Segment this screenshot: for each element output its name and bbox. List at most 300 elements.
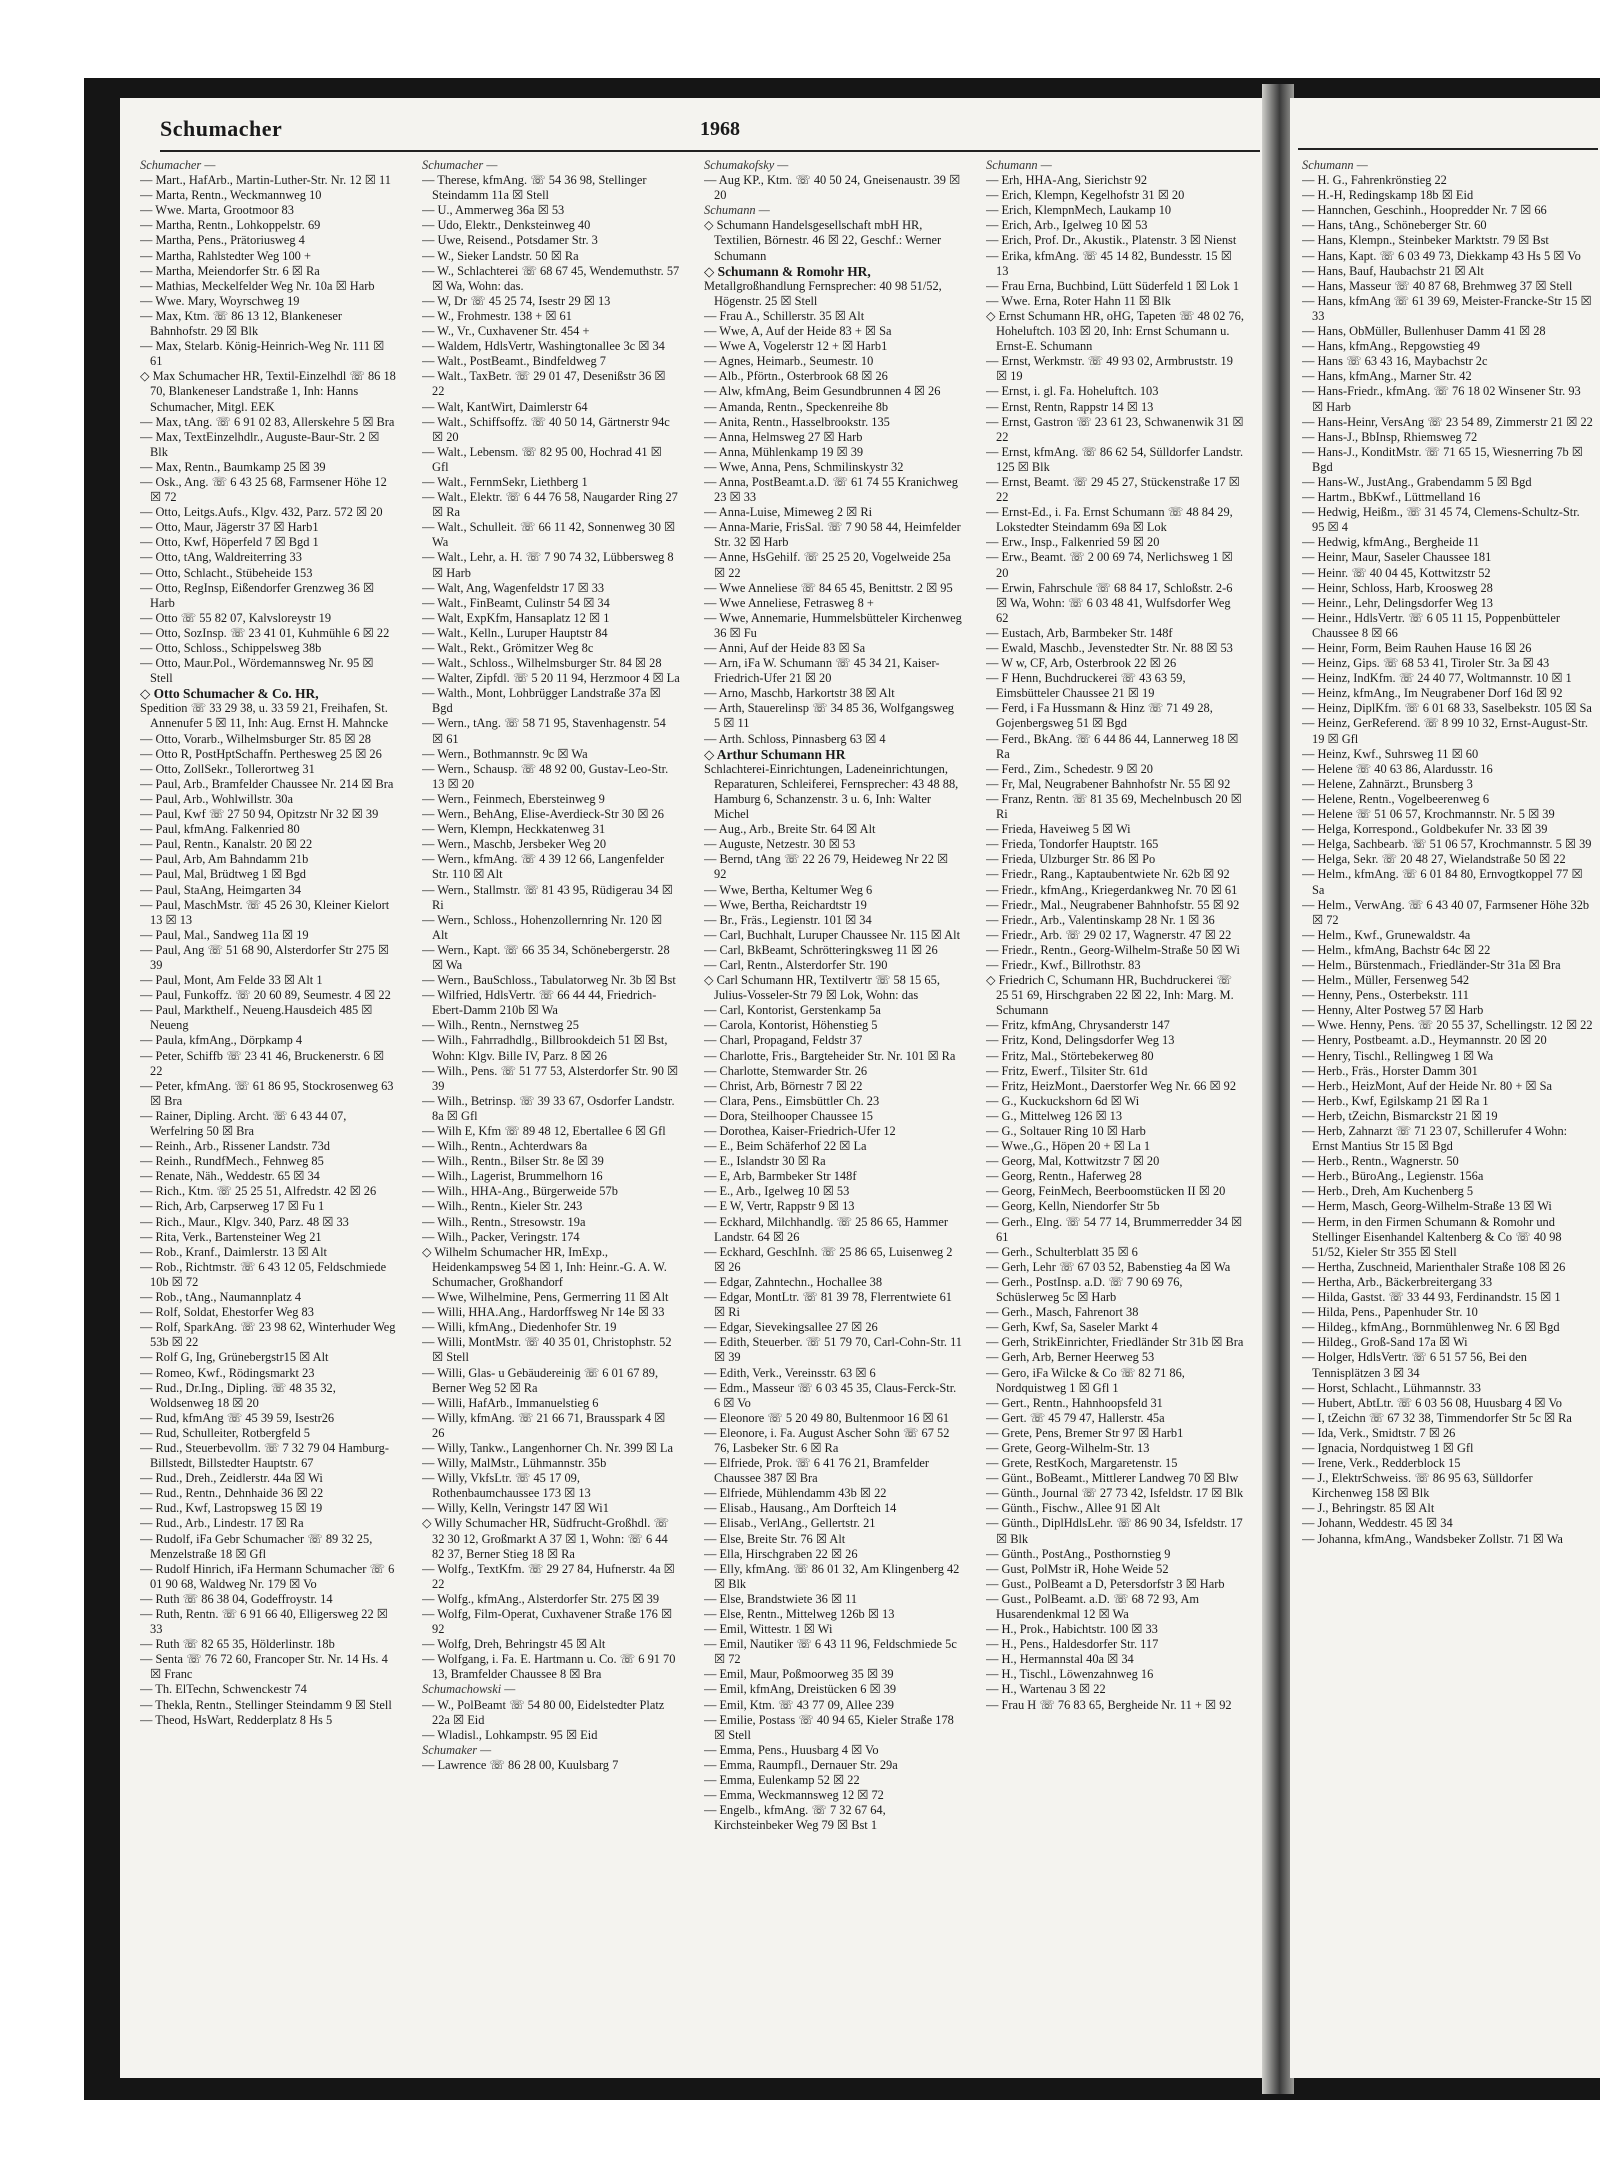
directory-entry: — Peter, kfmAng. ☏ 61 86 95, Stockrosenweg 63 ☒ Bra: [140, 1078, 394, 1108]
directory-entry: — Hertha, Zuschneid, Marienthaler Straße 108 ☒ 26: [1302, 1259, 1566, 1274]
directory-entry: — E., Beim Schäferhof 22 ☒ La: [704, 1139, 867, 1154]
directory-entry: — Herb., Fräs., Horster Damm 301: [1302, 1063, 1478, 1078]
directory-entry: — Emil, Wittestr. 1 ☒ Wi: [704, 1622, 833, 1637]
directory-entry: — Ella, Hirschgraben 22 ☒ 26: [704, 1546, 858, 1561]
directory-entry: — Frau H ☏ 76 83 65, Bergheide Nr. 11 + ☒ 92: [986, 1697, 1232, 1712]
directory-entry: — Ignacia, Nordquistweg 1 ☒ Gfl: [1302, 1440, 1474, 1455]
directory-entry: — Fritz, kfmAng, Chrysanderstr 147: [986, 1018, 1170, 1033]
directory-entry: — Ferd, i Fa Hussmann & Hinz ☏ 71 49 28, Gojenbergsweg 51 ☒ Bgd: [986, 701, 1213, 731]
directory-entry: — Martha, Rahlstedter Weg 100 +: [140, 248, 311, 263]
directory-entry: — Helm., kfmAng. ☏ 6 01 84 80, Ernvogtkoppel 77 ☒ Sa: [1302, 867, 1583, 897]
directory-entry: — Anne, HsGehilf. ☏ 25 25 20, Vogelweide 25a ☒ 22: [704, 550, 951, 580]
directory-entry: — Paul, Mal., Sandweg 11a ☒ 19: [140, 927, 309, 942]
directory-entry: — Rolf, Soldat, Ehestorfer Weg 83: [140, 1305, 314, 1320]
directory-column-3: [704, 158, 962, 2068]
directory-entry: — Max, tAng. ☏ 6 91 02 83, Allerskehre 5 ☒ Bra: [140, 414, 395, 429]
directory-entry: — Henny, Alter Postweg 57 ☒ Harb: [1302, 1003, 1484, 1018]
directory-entry: — Helm., VerwAng. ☏ 6 43 40 07, Farmsener Höhe 32b ☒ 72: [1302, 897, 1590, 927]
directory-entry: — Herm, in den Firmen Schumann & Romohr und Stellinger Eisenhandel Kaltenberg & Co ☏ 40 98 51/52, Kieler Str 355 ☒ Stell: [1302, 1214, 1562, 1259]
directory-entry: — Wilh., Lagerist, Brummelhorn 16: [422, 1169, 603, 1184]
directory-entry: — Wwe, Anna, Pens, Schmilinskystr 32: [704, 459, 904, 474]
directory-entry: — W., Frohmestr. 138 + ☒ 61: [422, 308, 572, 323]
directory-entry: — Erw., Beamt. ☏ 2 00 69 74, Nerlichsweg 1 ☒ 20: [986, 550, 1233, 580]
directory-entry: — Wilh., Packer, Veringstr. 174: [422, 1229, 580, 1244]
directory-entry: — Hans-Heinr, VersAng ☏ 23 54 89, Zimmerstr 21 ☒ 22: [1302, 414, 1593, 429]
directory-entry: — Gert. ☏ 45 79 47, Hallerstr. 45a: [986, 1410, 1165, 1425]
directory-entry: — Th. ElTechn, Schwenckestr 74: [140, 1682, 307, 1697]
directory-entry: — Rudolf Hinrich, iFa Hermann Schumacher ☏ 6 01 90 68, Waldweg Nr. 179 ☒ Vo: [140, 1561, 395, 1591]
directory-entry: — Herb, tZeichn, Bismarckstr 21 ☒ 19: [1302, 1108, 1498, 1123]
directory-entry: — Otto, Schlacht., Stübeheide 153: [140, 565, 313, 580]
directory-entry: — Emil, Nautiker ☏ 6 43 11 96, Feldschmiede 5c ☒ 72: [704, 1637, 957, 1667]
next-page-partial: [1290, 98, 1600, 2078]
directory-entry: — Hartm., BbKwf., Lüttmelland 16: [1302, 490, 1481, 505]
directory-entry: ◇ Friedrich C, Schumann HR, Buchdruckerei ☏ 25 51 69, Hirschgraben 22 ☒ 22, Inh: Marg. M. Schumann: [986, 973, 1234, 1018]
directory-entry: — Hildeg., kfmAng., Bornmühlenweg Nr. 6 ☒ Bgd: [1302, 1320, 1560, 1335]
directory-entry: — Helm., Kwf., Grunewaldstr. 4a: [1302, 927, 1471, 942]
directory-entry: — Wilh., Fahrradhdlg., Billbrookdeich 51 ☒ Bst, Wohn: Klgv. Bille IV, Parz. 8 ☒ 26: [422, 1033, 668, 1063]
directory-entry: — Wern., tAng. ☏ 58 71 95, Stavenhagenstr. 54 ☒ 61: [422, 716, 666, 746]
directory-entry: — Engelb., kfmAng. ☏ 7 32 67 64, Kirchsteinbeker Weg 79 ☒ Bst 1: [704, 1803, 886, 1833]
directory-entry: — Willi, MontMstr. ☏ 40 35 01, Christophstr. 52 ☒ Stell: [422, 1335, 672, 1365]
directory-entry: — Else, Rentn., Mittelweg 126b ☒ 13: [704, 1607, 895, 1621]
directory-entry: Schumakofsky —: [704, 158, 789, 172]
directory-entry: — Wwe. Erna, Roter Hahn 11 ☒ Blk: [986, 293, 1171, 308]
directory-entry: — Wwe. Henny, Pens. ☏ 20 55 37, Schellingstr. 12 ☒ 22: [1302, 1018, 1593, 1033]
directory-entry: — Helene, Zahnärzt., Brunsberg 3: [1302, 776, 1473, 791]
directory-entry: — Herb., BüroAng., Legienstr. 156a: [1302, 1169, 1484, 1184]
directory-entry: — Wilh., Rentn., Achterdwars 8a: [422, 1139, 588, 1154]
directory-entry: — Hilda, Pens., Papenhuder Str. 10: [1302, 1305, 1478, 1320]
directory-entry: — Edgar, MontLtr. ☏ 81 39 78, Flerrentwiete 61 ☒ Ri: [704, 1290, 952, 1320]
directory-entry: — W, Dr ☏ 45 25 74, Isestr 29 ☒ 13: [422, 293, 611, 308]
directory-entry: — Herb, Zahnarzt ☏ 71 23 07, Schillerufer 4 Wohn: Ernst Mantius Str 15 ☒ Bgd: [1302, 1124, 1568, 1154]
directory-entry: — Gerh, Kwf, Sa, Saseler Markt 4: [986, 1320, 1158, 1335]
directory-entry: — Gust, PolMstr iR, Hohe Weide 52: [986, 1561, 1169, 1576]
directory-entry: — Anna-Marie, FrisSal. ☏ 7 90 58 44, Heimfelder Str. 32 ☒ Harb: [704, 520, 961, 550]
directory-entry: — Wwe Anneliese ☏ 84 65 45, Benittstr. 2 ☒ 95: [704, 580, 953, 595]
directory-entry: — Wilh., Betrinsp. ☏ 39 33 67, Osdorfer Landstr. 8a ☒ Gfl: [422, 1093, 675, 1123]
directory-entry: — Agnes, Heimarb., Seumestr. 10: [704, 354, 874, 369]
directory-entry: — Gust., PolBeamt a D, Petersdorfstr 3 ☒ Harb: [986, 1576, 1225, 1591]
directory-entry: — Willi, kfmAng., Diedenhofer Str. 19: [422, 1320, 617, 1335]
directory-entry: — Gerh, Arb, Berner Heerweg 53: [986, 1350, 1155, 1365]
directory-entry: — Bernd, tAng ☏ 22 26 79, Heideweg Nr 22 ☒ 92: [704, 852, 949, 882]
directory-entry: — Hans, Klempn., Steinbeker Marktstr. 79 ☒ Bst: [1302, 233, 1549, 248]
directory-entry: ◇ Schumann Handelsgesellschaft mbH HR, Textilien, Börnestr. 46 ☒ 22, Geschf.: Werner Schumann: [704, 218, 942, 263]
directory-entry: — Johanna, kfmAng., Wandsbeker Zollstr. 71 ☒ Wa: [1302, 1531, 1563, 1546]
directory-entry: — Friedr., Rentn., Georg-Wilhelm-Straße 50 ☒ Wi: [986, 942, 1240, 957]
directory-entry: — Charlotte, Stemwarder Str. 26: [704, 1063, 868, 1078]
directory-entry: — Ernst-Ed., i. Fa. Ernst Schumann ☏ 48 84 29, Lokstedter Steindamm 69a ☒ Lok: [986, 505, 1233, 535]
directory-entry: — Hubert, AbtLtr. ☏ 6 03 56 08, Huusbarg 4 ☒ Vo: [1302, 1395, 1562, 1410]
directory-entry: — Helm., Bürstenmach., Friedländer-Str 31a ☒ Bra: [1302, 957, 1561, 972]
directory-entry: — Hans-J., BbInsp, Rhiemsweg 72: [1302, 429, 1478, 444]
directory-entry: — Helm., kfmAng, Bachstr 64c ☒ 22: [1302, 942, 1491, 957]
directory-entry: — G., Kuckuckshorn 6d ☒ Wi: [986, 1093, 1140, 1108]
directory-entry: — Charl, Propagand, Feldstr 37: [704, 1033, 863, 1048]
directory-entry: — Wwe. Mary, Woyrschweg 19: [140, 293, 300, 308]
directory-entry: — Herm, Masch, Georg-Wilhelm-Straße 13 ☒ Wi: [1302, 1199, 1552, 1214]
directory-entry: — Rich., Maur., Klgv. 340, Parz. 48 ☒ 33: [140, 1214, 349, 1229]
directory-entry: — Renate, Näh., Weddestr. 65 ☒ 34: [140, 1169, 320, 1184]
directory-entry: — Hans, Kapt. ☏ 6 03 49 73, Diekkamp 43 Hs 5 ☒ Vo: [1302, 248, 1581, 263]
directory-entry: — Max, Rentn., Baumkamp 25 ☒ 39: [140, 459, 326, 474]
directory-entry: — Emma, Raumpfl., Dernauer Str. 29a: [704, 1757, 898, 1772]
directory-entry: — Rud., Arb., Lindestr. 17 ☒ Ra: [140, 1516, 304, 1531]
directory-entry: — Paula, kfmAng., Dörpkamp 4: [140, 1033, 303, 1048]
directory-entry: — Otto, Kwf, Höperfeld 7 ☒ Bgd 1: [140, 535, 319, 550]
directory-entry: — Gerh., Schulterblatt 35 ☒ 6: [986, 1244, 1138, 1259]
directory-entry: — Herb., HeizMont, Auf der Heide Nr. 80 + ☒ Sa: [1302, 1078, 1553, 1093]
directory-entry: ◇ Willy Schumacher HR, Südfrucht-Großhdl. ☏ 32 30 12, Großmarkt A 37 ☒ 1, Wohn: ☏ 6 44 82 37, Berner Stieg 18 ☒ Ra: [422, 1516, 669, 1561]
directory-entry: — Wilfried, HdlsVertr. ☏ 66 44 44, Friedrich-Ebert-Damm 210b ☒ Wa: [422, 988, 657, 1018]
directory-entry: — Elisab., VerlAng., Gellertstr. 21: [704, 1516, 876, 1531]
directory-entry: — Hannchen, Geschinh., Hoopredder Nr. 7 ☒ 66: [1302, 203, 1547, 218]
directory-entry: — E., Arb., Igelweg 10 ☒ 53: [704, 1184, 850, 1199]
directory-entry: ◇ Schumann & Romohr HR,: [704, 263, 871, 279]
directory-entry: — Mart., HafArb., Martin-Luther-Str. Nr. 12 ☒ 11: [140, 173, 391, 188]
directory-entry: — Walt., Schloss., Wilhelmsburger Str. 84 ☒ 28: [422, 656, 662, 671]
directory-entry: — Clara, Pens., Eimsbüttler Ch. 23: [704, 1093, 880, 1108]
directory-entry: — Udo, Elektr., Denksteinweg 40: [422, 218, 591, 233]
directory-entry: — Otto, Maur, Jägerstr 37 ☒ Harb1: [140, 520, 319, 535]
directory-entry: — Br., Fräs., Legienstr. 101 ☒ 34: [704, 912, 872, 927]
directory-entry: — Carl, Rentn., Alsterdorfer Str. 190: [704, 957, 888, 972]
directory-entry: — Gero, iFa Wilcke & Co ☏ 82 71 86, Nordquistweg 1 ☒ Gfl 1: [986, 1365, 1185, 1395]
directory-entry: — U., Ammerweg 36a ☒ 53: [422, 203, 565, 218]
directory-entry: — Otto R, PostHptSchaffn. Perthesweg 25 ☒ 26: [140, 746, 382, 761]
directory-entry: — Gert., Rentn., Hahnhoopsfeld 31: [986, 1395, 1163, 1410]
directory-entry: — Emil, kfmAng, Dreistücken 6 ☒ 39: [704, 1682, 897, 1697]
directory-entry: — Johann, Weddestr. 45 ☒ 34: [1302, 1516, 1453, 1531]
directory-entry: — Eckhard, GeschInh. ☏ 25 86 65, Luisenweg 2 ☒ 26: [704, 1244, 953, 1274]
directory-entry: — Frieda, Ulzburger Str. 86 ☒ Po: [986, 852, 1156, 867]
directory-entry: — Christ, Arb, Börnestr 7 ☒ 22: [704, 1078, 863, 1093]
directory-entry: — W., Schlachterei ☏ 68 67 45, Wendemuthstr. 57 ☒ Wa, Wohn: das.: [422, 263, 680, 293]
directory-entry: — Lawrence ☏ 86 28 00, Kuulsbarg 7: [422, 1757, 619, 1772]
directory-entry: — Rolf, SparkAng. ☏ 23 98 62, Winterhuder Weg 53b ☒ 22: [140, 1320, 396, 1350]
directory-entry: — Wwe, Wilhelmine, Pens, Germerring 11 ☒ Alt: [422, 1290, 669, 1305]
directory-entry: — Hans, kfmAng., Repgowstieg 49: [1302, 339, 1480, 354]
directory-entry: — Heinz, Kwf., Suhrsweg 11 ☒ 60: [1302, 746, 1479, 761]
directory-entry: — Otto, Vorarb., Wilhelmsburger Str. 85 ☒ 28: [140, 731, 371, 746]
directory-entry: — Walt., Lehr, a. H. ☏ 7 90 74 32, Lübbersweg 8 ☒ Harb: [422, 550, 674, 580]
directory-entry: — Thekla, Rentn., Stellinger Steindamm 9 ☒ Stell: [140, 1697, 392, 1712]
directory-entry: — Wwe. Marta, Grootmoor 83: [140, 203, 294, 218]
directory-entry: — Erich, Arb., Igelweg 10 ☒ 53: [986, 218, 1148, 233]
directory-entry: — Walt., Elektr. ☏ 6 44 76 58, Naugarder Ring 27 ☒ Ra: [422, 490, 678, 520]
directory-entry: — J., Behringstr. 85 ☒ Alt: [1302, 1501, 1435, 1516]
directory-entry: Schumaker —: [422, 1742, 492, 1757]
directory-entry: — Alw, kfmAng, Beim Gesundbrunnen 4 ☒ 26: [704, 384, 941, 399]
directory-entry: — Grete, RestKoch, Margaretenstr. 15: [986, 1456, 1178, 1471]
next-page-header-rule: [1298, 122, 1598, 150]
directory-entry: — Wern., Feinmech, Ebersteinweg 9: [422, 791, 605, 806]
directory-entry: ◇ Otto Schumacher & Co. HR,: [140, 686, 319, 702]
directory-entry: — Wolfg., kfmAng., Alsterdorfer Str. 275 ☒ 39: [422, 1591, 660, 1606]
directory-entry: — Rudolf, iFa Gebr Schumacher ☏ 89 32 25, Menzelstraße 18 ☒ Gfl: [140, 1531, 373, 1561]
directory-entry: — Ernst, i. gl. Fa. Hoheluftch. 103: [986, 384, 1159, 399]
directory-entry: — Wwe.,G., Höpen 20 + ☒ La 1: [986, 1139, 1151, 1154]
directory-entry: — Wwe Anneliese, Fetrasweg 8 +: [704, 595, 874, 610]
directory-entry: — Georg, Kelln, Niendorfer Str 5b: [986, 1199, 1160, 1214]
directory-entry: — Wern., Schloss., Hohenzollernring Nr. 120 ☒ Alt: [422, 912, 663, 942]
directory-entry: — Max, TextEinzelhdlr., Auguste-Baur-Str. 2 ☒ Blk: [140, 429, 380, 459]
directory-entry: — Osk., Ang. ☏ 6 43 25 68, Farmsener Höhe 12 ☒ 72: [140, 474, 387, 505]
directory-entry: — Rob., Kranf., Daimlerstr. 13 ☒ Alt: [140, 1244, 327, 1259]
directory-entry: — Gust., PolBeamt. a.D. ☏ 68 72 93, Am Husarendenkmal 12 ☒ Wa: [986, 1591, 1200, 1621]
directory-entry: — Georg, Rentn., Haferweg 28: [986, 1169, 1142, 1184]
directory-entry: — Wilh., Rentn., Kieler Str. 243: [422, 1199, 583, 1214]
directory-entry: — Paul, StaAng, Heimgarten 34: [140, 882, 302, 897]
directory-entry: — Ewald, Maschb., Jevenstedter Str. Nr. 88 ☒ 53: [986, 641, 1233, 655]
directory-entry: — Günth., PostAng., Posthornstieg 9: [986, 1546, 1171, 1561]
directory-entry: — Grete, Pens, Bremer Str 97 ☒ Harb1: [986, 1425, 1184, 1440]
directory-entry: Schumacher —: [140, 158, 216, 172]
directory-entry: — Günth., Fischw., Allee 91 ☒ Alt: [986, 1501, 1161, 1516]
directory-entry: — Elfriede, Mühlendamm 43b ☒ 22: [704, 1486, 887, 1501]
directory-entry: — Hans-W., JustAng., Grabendamm 5 ☒ Bgd: [1302, 474, 1532, 489]
directory-entry: — Wilh E, Kfm ☏ 89 48 12, Ebertallee 6 ☒ Gfl: [422, 1124, 666, 1138]
directory-entry: — Rud., Dreh., Zeidlerstr. 44a ☒ Wi: [140, 1471, 323, 1486]
directory-entry: — Heinz, kfmAng., Im Neugrabener Dorf 16d ☒ 92: [1302, 686, 1563, 701]
directory-entry: — Wern., Maschb, Jersbeker Weg 20: [422, 837, 607, 852]
directory-entry: — Walt, ExpKfm, Hansaplatz 12 ☒ 1: [422, 610, 610, 625]
directory-entry: — Gerh., Masch, Fahrenort 38: [986, 1305, 1139, 1320]
directory-entry: — Edgar, Zahntechn., Hochallee 38: [704, 1274, 883, 1289]
directory-entry: — Carl, Buchhalt, Luruper Chaussee Nr. 115 ☒ Alt: [704, 927, 961, 942]
directory-entry: — Walt., TaxBetr. ☏ 29 01 47, Desenißstr 36 ☒ 22: [422, 369, 666, 399]
directory-column-1: [140, 158, 398, 2068]
directory-entry: — Rob., tAng., Naumannplatz 4: [140, 1290, 302, 1305]
directory-entry: — Martha, Rentn., Lohkoppelstr. 69: [140, 218, 321, 233]
directory-entry: — Hans-Friedr., kfmAng. ☏ 76 18 02 Winsener Str. 93 ☒ Harb: [1302, 384, 1581, 414]
directory-entry: — Wilh., Rentn., Nernstweg 25: [422, 1018, 579, 1033]
directory-entry: — Hans, kfmAng., Marner Str. 42: [1302, 369, 1472, 384]
directory-entry: — Theod, HsWart, Redderplatz 8 Hs 5: [140, 1712, 333, 1727]
directory-column-4: [986, 158, 1244, 2068]
directory-entry: — Emma, Pens., Huusbarg 4 ☒ Vo: [704, 1742, 879, 1757]
directory-entry: — H., Prok., Habichtstr. 100 ☒ 33: [986, 1622, 1158, 1637]
running-head-surname: Schumacher: [160, 116, 283, 141]
directory-entry: — Paul, Arb., Wohlwillstr. 30a: [140, 791, 293, 806]
directory-entry: — W., Sieker Landstr. 50 ☒ Ra: [422, 248, 579, 263]
directory-entry: — Otto, SozInsp. ☏ 23 41 01, Kuhmühle 6 ☒ 22: [140, 625, 390, 640]
directory-entry: ◇ Wilhelm Schumacher HR, ImExp., Heidenkampsweg 54 ☒ 1, Inh: Heinr.-G. A. W. Schumacher, Großhandorf: [422, 1244, 667, 1289]
directory-entry: — Elisab., Hausang., Am Dorfteich 14: [704, 1501, 897, 1516]
directory-entry: — Wern., BehAng, Elise-Averdieck-Str 30 ☒ 26: [422, 807, 664, 822]
directory-entry: — Henry, Postbeamt. a.D., Heymannstr. 20 ☒ 20: [1302, 1033, 1547, 1048]
directory-columns: [140, 158, 1260, 2068]
directory-entry: — Friedr., Mal., Neugrabener Bahnhofstr. 55 ☒ 92: [986, 897, 1240, 912]
directory-entry: — Edith, Steuerber. ☏ 51 79 70, Carl-Cohn-Str. 11 ☒ 39: [704, 1335, 962, 1365]
directory-entry: — Helga, Sachbearb. ☏ 51 06 57, Krochmannstr. 5 ☒ 39: [1302, 837, 1592, 852]
directory-entry: — Walt., Lebensm. ☏ 82 95 00, Hochrad 41 ☒ Gfl: [422, 444, 662, 474]
directory-entry: — Wwe, Bertha, Keltumer Weg 6: [704, 882, 873, 897]
directory-entry: — Ruth, Rentn. ☏ 6 91 66 40, Elligersweg 22 ☒ 33: [140, 1607, 388, 1637]
directory-entry: — Rolf G, Ing, Grünebergstr15 ☒ Alt: [140, 1350, 329, 1365]
directory-entry: — Elfriede, Prok. ☏ 6 41 76 21, Bramfelder Chaussee 387 ☒ Bra: [704, 1456, 930, 1486]
directory-entry: — Walt., FernmSekr, Liethberg 1: [422, 474, 588, 489]
directory-entry: — Anna, PostBeamt.a.D. ☏ 61 74 55 Kranichweg 23 ☒ 33: [704, 474, 958, 505]
directory-entry: — Peter, Schiffb ☏ 23 41 46, Bruckenerstr. 6 ☒ 22: [140, 1048, 385, 1078]
directory-entry: — Gerh, StrikEinrichter, Friedländer Str 31b ☒ Bra: [986, 1335, 1244, 1350]
directory-entry: — Amanda, Rentn., Speckenreihe 8b: [704, 399, 889, 414]
directory-entry: Schumacher —: [422, 158, 498, 172]
directory-entry: — Elly, kfmAng. ☏ 86 01 32, Am Klingenberg 42 ☒ Blk: [704, 1561, 960, 1591]
directory-entry: Schumann —: [704, 203, 770, 218]
directory-entry: — Ernst, Rentn, Rappstr 14 ☒ 13: [986, 399, 1154, 414]
directory-entry: — Ruth ☏ 86 38 04, Godeffroystr. 14: [140, 1591, 333, 1606]
directory-entry: — E, Arb, Barmbeker Str 148f: [704, 1169, 857, 1184]
directory-entry: — Rich., Ktm. ☏ 25 25 51, Alfredstr. 42 ☒ 26: [140, 1184, 377, 1199]
directory-entry: — Franz, Rentn. ☏ 81 35 69, Mechelnbusch 20 ☒ Ri: [986, 791, 1242, 822]
directory-entry: — E., Islandstr 30 ☒ Ra: [704, 1154, 826, 1169]
directory-entry: — H., Pens., Haldesdorfer Str. 117: [986, 1637, 1159, 1652]
directory-entry: — Paul, Mont, Am Felde 33 ☒ Alt 1: [140, 973, 323, 988]
directory-entry: — Günth., DiplHdlsLehr. ☏ 86 90 34, Isfeldstr. 17 ☒ Blk: [986, 1516, 1243, 1546]
directory-entry: — Helene ☏ 51 06 57, Krochmannstr. Nr. 5 ☒ 39: [1302, 807, 1555, 822]
directory-entry: — Max, Ktm. ☏ 86 13 12, Blankeneser Bahnhofstr. 29 ☒ Blk: [140, 308, 343, 339]
directory-entry: — Paul, Mal, Brüdtweg 1 ☒ Bgd: [140, 867, 306, 882]
directory-entry: — Willi, HHA.Ang., Hardorffsweg Nr 14e ☒ 33: [422, 1305, 665, 1320]
directory-entry: — Walt, KantWirt, Daimlerstr 64: [422, 399, 588, 414]
directory-entry: — Hilda, Gastst. ☏ 33 44 93, Ferdinandstr. 15 ☒ 1: [1302, 1290, 1561, 1305]
directory-entry: — Reinh., RundfMech., Fehnweg 85: [140, 1154, 324, 1169]
directory-entry: — Waldem, HdlsVertr, Washingtonallee 3c ☒ 34: [422, 339, 665, 354]
directory-entry: — Ernst, Gastron ☏ 23 61 23, Schwanenwik 31 ☒ 22: [986, 414, 1244, 444]
directory-entry: — Hildeg., Groß-Sand 17a ☒ Wi: [1302, 1335, 1468, 1350]
directory-entry: — Arn, iFa W. Schumann ☏ 45 34 21, Kaiser-Friedrich-Ufer 21 ☒ 20: [704, 656, 940, 686]
directory-entry: — Arth. Schloss, Pinnasberg 63 ☒ 4: [704, 731, 886, 746]
directory-entry: Schumachowski —: [422, 1682, 516, 1697]
directory-entry: — W., Vr., Cuxhavener Str. 454 +: [422, 324, 590, 339]
directory-entry: ◇ Max Schumacher HR, Textil-Einzelhdl ☏ 86 18 70, Blankeneser Landstraße 1, Inh: Hanns Schumacher, Mitgl. EEK: [140, 369, 396, 414]
directory-entry: — Edgar, Sievekingsallee 27 ☒ 26: [704, 1320, 878, 1335]
directory-entry: — Martha, Meiendorfer Str. 6 ☒ Ra: [140, 263, 320, 278]
directory-entry: — Dora, Steilhooper Chaussee 15: [704, 1108, 873, 1123]
directory-entry: — Gerh, Lehr ☏ 67 03 52, Babenstieg 4a ☒ Wa: [986, 1259, 1231, 1274]
directory-entry: — Walt., PostBeamt., Bindfeldweg 7: [422, 354, 606, 369]
directory-entry: — Wilh., Rentn., Stresowstr. 19a: [422, 1214, 586, 1229]
directory-entry: — Carl, BkBeamt, Schrötteringksweg 11 ☒ 26: [704, 942, 938, 957]
directory-entry: — Aug., Arb., Breite Str. 64 ☒ Alt: [704, 822, 876, 837]
directory-entry: — Aug KP., Ktm. ☏ 40 50 24, Gneisenaustr. 39 ☒ 20: [704, 173, 961, 203]
directory-entry: — Wwe, A, Auf der Heide 83 + ☒ Sa: [704, 324, 892, 339]
directory-entry: — Wwe A, Vogelerstr 12 + ☒ Harb1: [704, 339, 888, 354]
directory-entry: — Herb., Rentn., Wagnerstr. 50: [1302, 1154, 1459, 1169]
directory-entry: — Paul, Arb, Am Bahndamm 21b: [140, 852, 309, 867]
directory-entry: — Helene, Rentn., Vogelbeerenweg 6: [1302, 791, 1490, 806]
directory-entry: — Frieda, Tondorfer Hauptstr. 165: [986, 837, 1159, 852]
directory-entry: — Willi, HafArb., Immanuelstieg 6: [422, 1395, 599, 1410]
directory-entry: — Arno, Maschb, Harkortstr 38 ☒ Alt: [704, 686, 895, 701]
directory-entry: — Martha, Pens., Prätoriusweg 4: [140, 233, 305, 248]
directory-entry: — Ernst, Werkmstr. ☏ 49 93 02, Armbruststr. 19 ☒ 19: [986, 354, 1233, 384]
directory-entry: — Wern., Schausp. ☏ 48 92 00, Gustav-Leo-Str. 13 ☒ 20: [422, 761, 669, 791]
directory-entry: — Otto, ZollSekr., Tollerortweg 31: [140, 761, 315, 776]
directory-entry: — Paul, Arb., Bramfelder Chaussee Nr. 214 ☒ Bra: [140, 776, 394, 791]
directory-entry: — Otto, RegInsp, Eißendorfer Grenzweg 36 ☒ Harb: [140, 580, 375, 610]
directory-entry: — G., Soltauer Ring 10 ☒ Harb: [986, 1124, 1146, 1138]
directory-entry: — I, tZeichn ☏ 67 32 38, Timmendorfer Str 5c ☒ Ra: [1302, 1410, 1572, 1425]
directory-entry: — Anita, Rentn., Hasselbrookstr. 135: [704, 414, 890, 429]
directory-entry: — Edith, Verk., Vereinsstr. 63 ☒ 6: [704, 1365, 876, 1380]
directory-entry: — Rob., Richtmstr. ☏ 6 43 12 05, Feldschmiede 10b ☒ 72: [140, 1259, 387, 1289]
directory-entry: — Otto, Maur.Pol., Wördemannsweg Nr. 95 ☒ Stell: [140, 656, 374, 686]
directory-entry: — Erich, Klempn, Kegelhofstr 31 ☒ 20: [986, 188, 1185, 203]
directory-entry: — Ernst, Beamt. ☏ 29 45 27, Stückenstraße 17 ☒ 22: [986, 474, 1240, 505]
directory-entry: — Heinr., Lehr, Delingsdorfer Weg 13: [1302, 595, 1493, 610]
directory-entry: — Heinr, Form, Beim Rauhen Hause 16 ☒ 26: [1302, 641, 1532, 655]
directory-entry: — Marta, Rentn., Weckmannweg 10: [140, 188, 322, 203]
directory-entry: — Rita, Verk., Bartensteiner Weg 21: [140, 1229, 322, 1244]
directory-entry: — Georg, FeinMech, Beerboomstücken II ☒ 20: [986, 1184, 1226, 1199]
directory-entry: — Erw., Insp., Falkenried 59 ☒ 20: [986, 535, 1160, 550]
directory-entry: Schumann —: [1302, 158, 1368, 172]
directory-entry: — Hans, Masseur ☏ 40 87 68, Brehmweg 37 ☒ Stell: [1302, 278, 1573, 293]
directory-entry: — Willy, kfmAng. ☏ 21 66 71, Brausspark 4 ☒ 26: [422, 1410, 666, 1440]
directory-entry: — Paul, Kwf ☏ 27 50 94, Opitzstr Nr 32 ☒ 39: [140, 807, 379, 822]
directory-entry: — Wilh., HHA-Ang., Bürgerweide 57b: [422, 1184, 618, 1199]
directory-entry: — Heinr. ☏ 40 04 45, Kottwitzstr 52: [1302, 565, 1491, 580]
directory-entry: — Dorothea, Kaiser-Friedrich-Ufer 12: [704, 1124, 896, 1138]
directory-entry: — H., Hermannstal 40a ☒ 34: [986, 1652, 1134, 1667]
directory-entry: — Paul, kfmAng. Falkenried 80: [140, 822, 300, 837]
directory-entry: — E W, Vertr, Rappstr 9 ☒ 13: [704, 1199, 855, 1214]
directory-entry: — Walt, Ang, Wagenfeldstr 17 ☒ 33: [422, 580, 605, 595]
directory-entry: — Paul, Funkoffz. ☏ 20 60 89, Seumestr. 4 ☒ 22: [140, 988, 391, 1003]
directory-entry: — Gerh., Elng. ☏ 54 77 14, Brummerredder 34 ☒ 61: [986, 1214, 1243, 1244]
page-header: [160, 116, 1260, 152]
directory-entry: — Erika, kfmAng. ☏ 45 14 82, Bundesstr. 15 ☒ 13: [986, 248, 1232, 278]
directory-entry: — Erwin, Fahrschule ☏ 68 84 17, Schloßstr. 2-6 ☒ Wa, Wohn: ☏ 6 03 48 41, Wulfsdorfer Weg 62: [986, 580, 1233, 625]
directory-entry: Schlachterei-Einrichtungen, Ladeneinrichtungen, Reparaturen, Schleiferei, Fernsprecher: 43 48 88, Hamburg 6, Schanzenstr. 3 u. 6, Inh: Walter Michel: [704, 761, 959, 822]
directory-entry: — Emma, Eulenkamp 52 ☒ 22: [704, 1773, 860, 1788]
directory-entry: — Alb., Pförtn., Osterbrook 68 ☒ 26: [704, 369, 888, 384]
directory-entry: — Paul, Markthelf., Neueng.Hausdeich 485 ☒ Neueng: [140, 1003, 373, 1033]
directory-entry: — Günt., BoBeamt., Mittlerer Landweg 70 ☒ Blw: [986, 1471, 1239, 1486]
directory-entry: — Willi, Glas- u Gebäudereinig ☏ 6 01 67 89, Berner Weg 52 ☒ Ra: [422, 1365, 659, 1395]
directory-entry: — Friedr., Kwf., Billrothstr. 83: [986, 957, 1141, 972]
directory-entry: — Wilh., Rentn., Bilser Str. 8e ☒ 39: [422, 1154, 604, 1169]
directory-entry: ◇ Carl Schumann HR, Textilvertr ☏ 58 15 65, Julius-Vosseler-Str 79 ☒ Lok, Wohn: das: [704, 973, 940, 1003]
directory-entry: — Friedr., Rang., Kaptaubentwiete Nr. 62b ☒ 92: [986, 867, 1230, 882]
directory-entry: ◇ Arthur Schumann HR: [704, 746, 846, 762]
directory-column-2: [422, 158, 680, 2068]
directory-entry: — Helga, Sekr. ☏ 20 48 27, Wielandstraße 50 ☒ 22: [1302, 852, 1566, 867]
directory-entry: — Fr, Mal, Neugrabener Bahnhofstr Nr. 55 ☒ 92: [986, 776, 1231, 791]
directory-entry: — Walter, Zipfdl. ☏ 5 20 11 94, Herzmoor 4 ☒ La: [422, 671, 680, 686]
directory-entry: — Wern., Stallmstr. ☏ 81 43 95, Rüdigerau 34 ☒ Ri: [422, 882, 673, 912]
directory-entry: — Hans, tAng., Schöneberger Str. 60: [1302, 218, 1487, 233]
directory-entry: — Helene ☏ 40 63 86, Alardusstr. 16: [1302, 761, 1493, 776]
directory-entry: — Else, Brandstwiete 36 ☒ 11: [704, 1591, 858, 1606]
directory-entry: — Georg, Mal, Kottwitzstr 7 ☒ 20: [986, 1154, 1160, 1169]
directory-entry: — Hedwig, Heißm., ☏ 31 45 74, Clemens-Schultz-Str. 95 ☒ 4: [1302, 505, 1580, 535]
directory-entry: — Eleonore ☏ 5 20 49 80, Bultenmoor 16 ☒ 61: [704, 1410, 950, 1425]
directory-entry: — Horst, Schlacht., Lühmannstr. 33: [1302, 1380, 1481, 1395]
directory-entry: — Rud., Rentn., Dehnhaide 36 ☒ 22: [140, 1486, 324, 1501]
directory-entry: — Rud., Kwf, Lastropsweg 15 ☒ 19: [140, 1501, 323, 1516]
directory-entry: — Herb., Kwf, Egilskamp 21 ☒ Ra 1: [1302, 1093, 1489, 1108]
directory-entry: — Irene, Verk., Redderblock 15: [1302, 1456, 1461, 1471]
directory-entry: — Erich, Prof. Dr., Akustik., Platenstr. 3 ☒ Nienst: [986, 233, 1237, 248]
directory-entry: — Wern., Kapt. ☏ 66 35 34, Schönebergerstr. 28 ☒ Wa: [422, 942, 670, 972]
directory-entry: — Willy, Kelln, Veringstr 147 ☒ Wi1: [422, 1501, 609, 1516]
directory-entry: — Hans-J., KonditMstr. ☏ 71 65 15, Wiesnerring 7b ☒ Bgd: [1302, 444, 1583, 474]
